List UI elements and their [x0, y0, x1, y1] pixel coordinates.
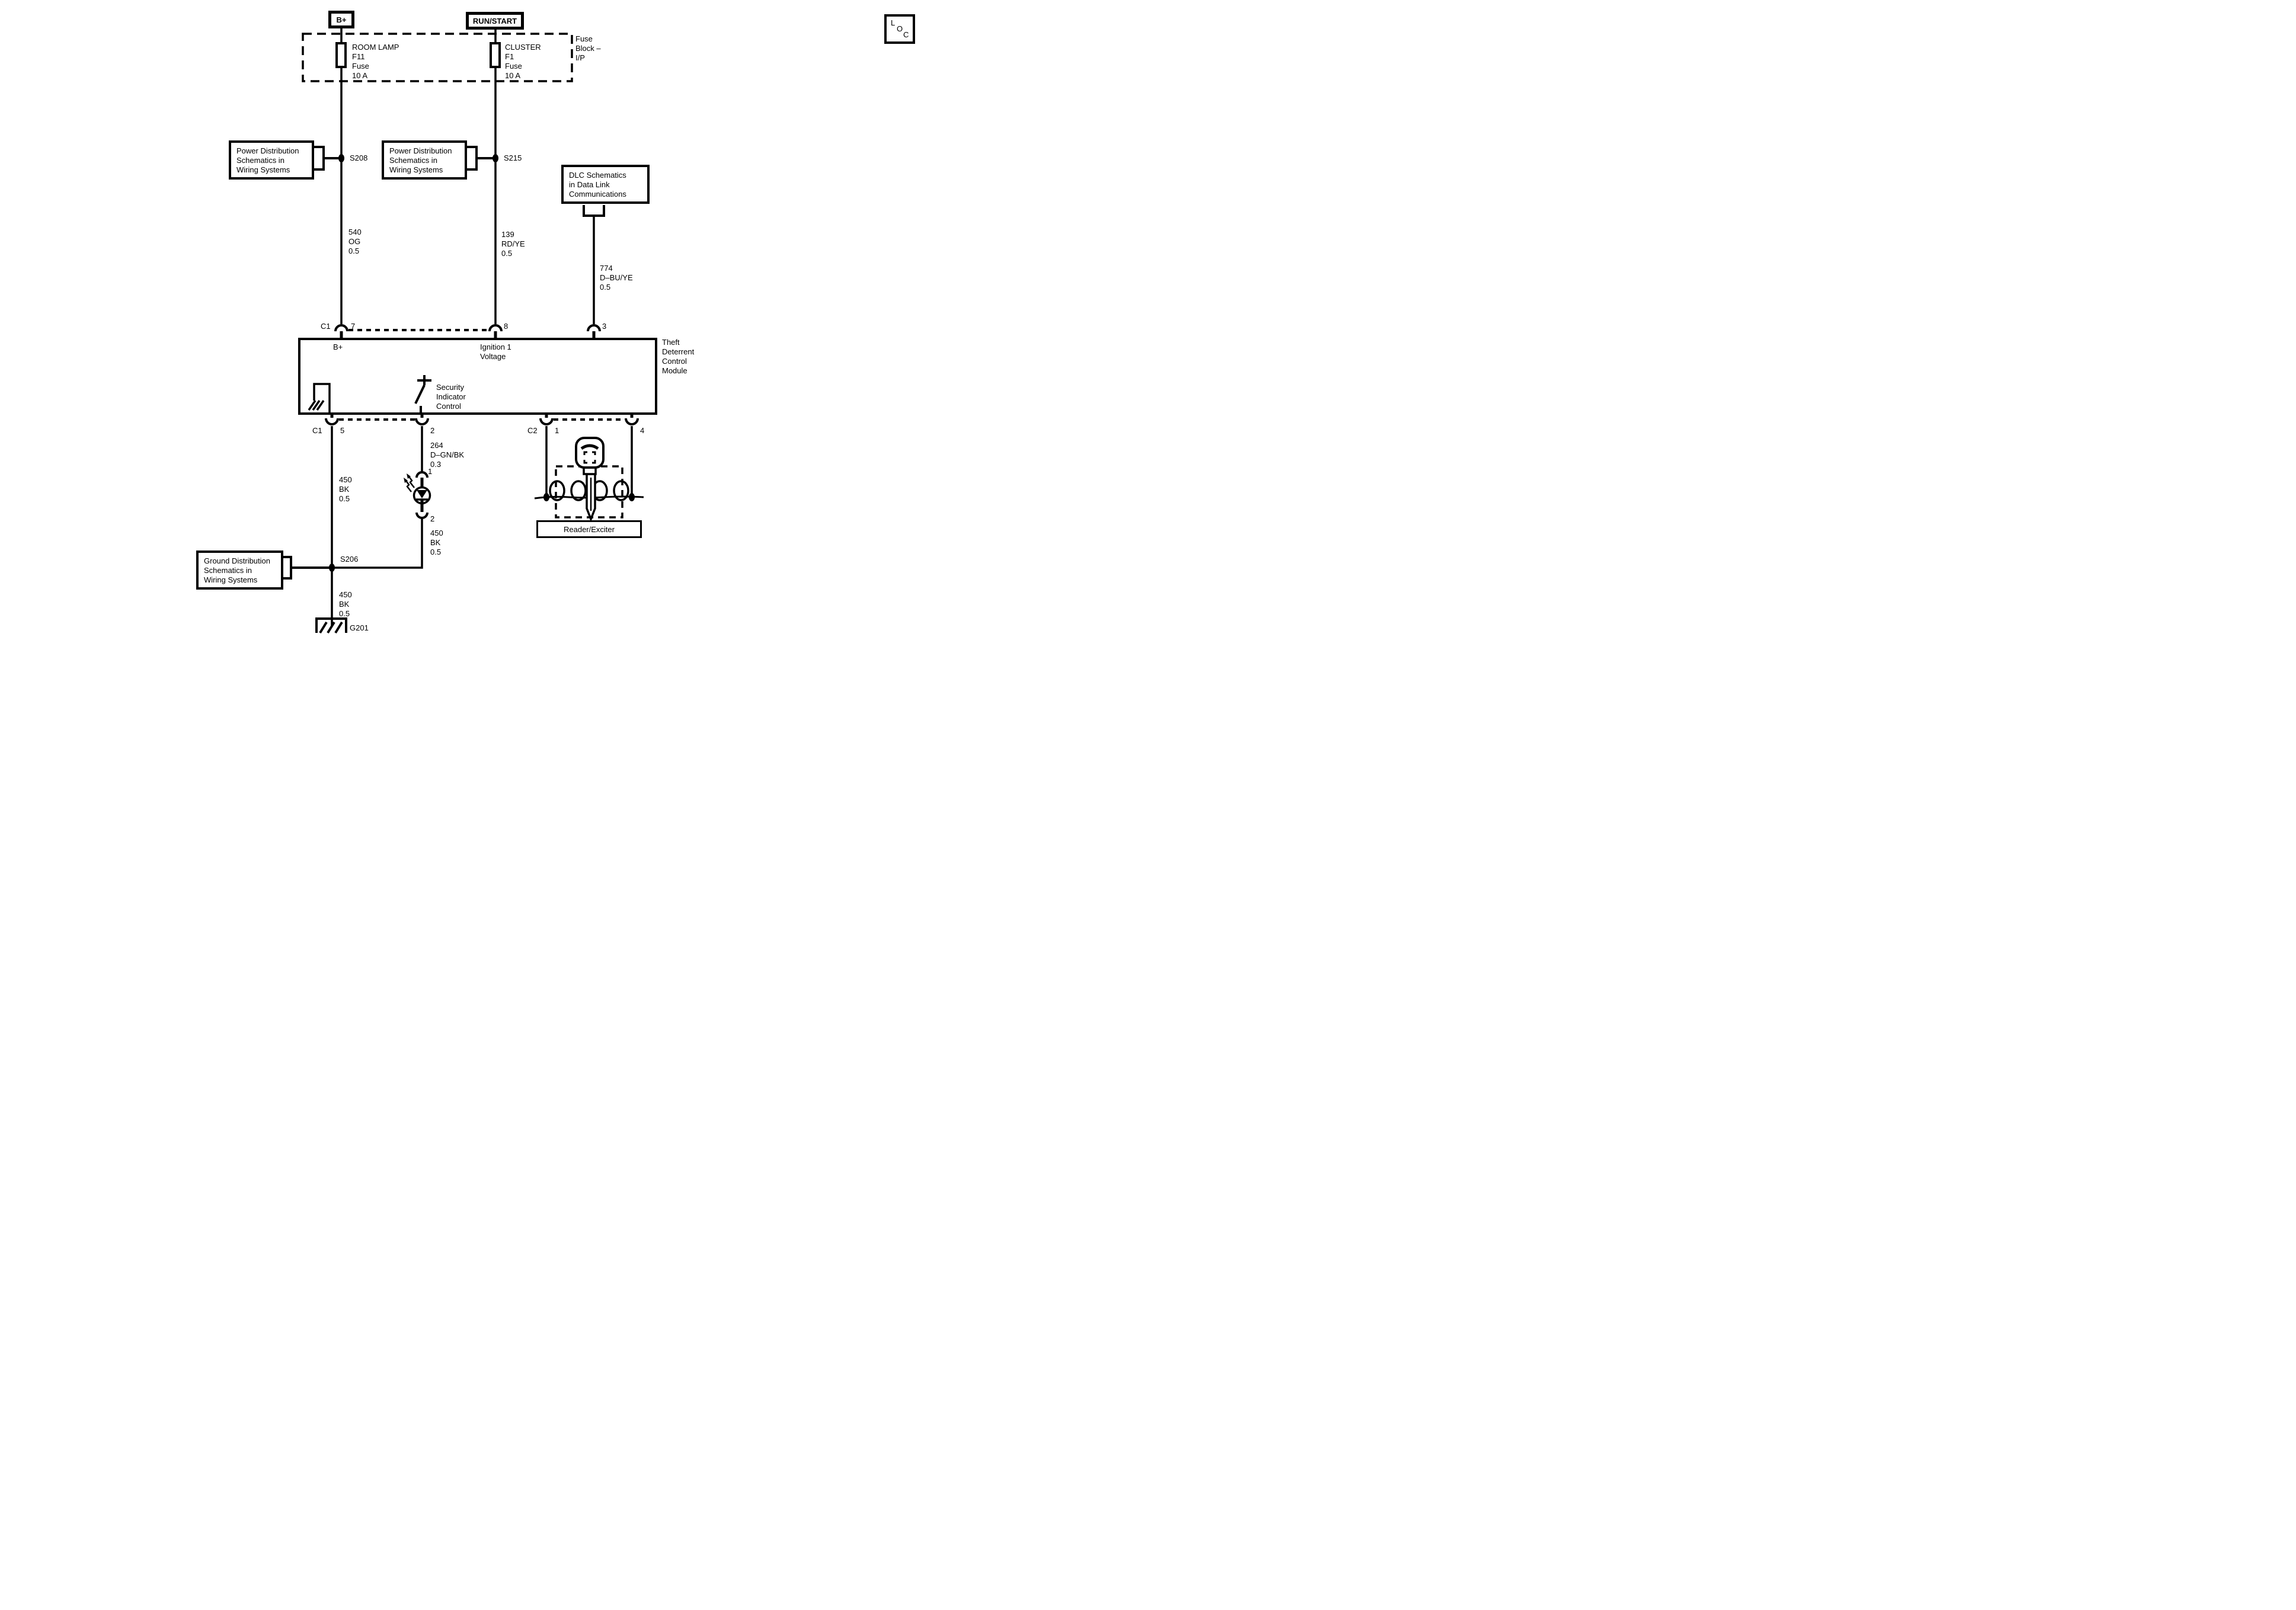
- run-start-terminal-label: RUN/START: [472, 16, 517, 25]
- wire-139-color: RD/YE: [501, 239, 525, 248]
- loc-hotspot[interactable]: [884, 14, 915, 44]
- splice-s208-dot: [338, 154, 344, 162]
- splice-s215-dot: [493, 154, 498, 162]
- pin1-connector-arc: [541, 418, 552, 424]
- wire-450-left-circuit: 450: [339, 475, 352, 484]
- pin5-connector-arc: [326, 418, 338, 424]
- ref-ground-line1: Ground Distribution: [204, 556, 270, 565]
- pin4-label: 4: [640, 426, 645, 435]
- connector-c1-bottom-label: C1: [312, 426, 322, 435]
- wire-139-circuit: 139: [501, 230, 514, 239]
- security-indicator-led: [404, 472, 430, 518]
- connector-bottom-row: [326, 415, 638, 424]
- wire-139-gauge: 0.5: [501, 249, 513, 258]
- fuse1-label-line2: F11: [352, 52, 365, 61]
- g201-hatch-1: [320, 622, 327, 633]
- fuse2-label-line3: Fuse: [505, 62, 522, 71]
- feed-wires: [341, 28, 594, 324]
- led-pin2-connector-arc: [417, 513, 427, 518]
- power2-bracket: [466, 147, 477, 169]
- ref-power-distribution-2[interactable]: [382, 140, 467, 180]
- pin3-label: 3: [602, 322, 607, 331]
- pin7-label: 7: [351, 322, 356, 331]
- pin3-connector-arc: [588, 325, 600, 331]
- internal-ground-hook: [314, 384, 330, 414]
- dlc-bracket: [584, 205, 604, 216]
- ref-dlc-line3: Communications: [569, 190, 626, 199]
- wire-450-ground-gauge: 0.5: [339, 609, 350, 618]
- schematic-linework: [0, 0, 918, 644]
- led-pin2-label: 2: [430, 514, 435, 523]
- ref-power2-line3: Wiring Systems: [389, 165, 443, 174]
- wire-450-led-color: BK: [430, 538, 441, 547]
- ref-ground-distribution[interactable]: [196, 550, 283, 590]
- splice-s215-label: S215: [504, 153, 522, 162]
- loc-letter-o: O: [897, 24, 903, 33]
- ref-power1-line2: Schematics in: [236, 156, 284, 165]
- fuse-block-name-line1: Fuse: [575, 34, 593, 43]
- g201-hatch-3: [335, 622, 342, 633]
- loc-letter-c: C: [903, 30, 909, 39]
- ref-power-distribution-1[interactable]: [229, 140, 314, 180]
- pin4-connector-arc: [626, 418, 638, 424]
- ignition-key-icon: [576, 438, 603, 519]
- security-indicator-line3: Control: [436, 402, 461, 411]
- key-head: [576, 438, 603, 468]
- wire-540-color: OG: [348, 237, 361, 246]
- pin1-label: 1: [555, 426, 559, 435]
- g201-ground-symbol: [316, 619, 346, 633]
- led-pin1-label: 1: [428, 467, 433, 476]
- module-ignition-line2: Voltage: [480, 352, 506, 361]
- pin5-label: 5: [340, 426, 345, 435]
- module-name-line3: Control: [662, 357, 687, 366]
- wire-450-ground-color: BK: [339, 600, 350, 609]
- wire-450-led-circuit: 450: [430, 529, 443, 537]
- switch-lever: [415, 385, 424, 404]
- splice-s206-label: S206: [340, 555, 359, 564]
- security-switch-symbol: [415, 375, 431, 414]
- fuse1-label-line3: Fuse: [352, 62, 369, 71]
- run-start-terminal: [466, 12, 524, 30]
- connector-c1-top-row: [335, 325, 600, 338]
- fuse1-label-line4: 10 A: [352, 71, 368, 80]
- wire-774-gauge: 0.5: [600, 283, 611, 292]
- fuse-block-name-line2: Block –: [575, 44, 601, 53]
- wire-450-left-color: BK: [339, 485, 350, 494]
- fuse1-label-line1: ROOM LAMP: [352, 43, 399, 52]
- coil-junction-dot-left: [543, 493, 549, 501]
- wire-450-led-gauge: 0.5: [430, 548, 442, 556]
- reader-exciter-label: Reader/Exciter: [564, 524, 615, 534]
- splice-s208-label: S208: [350, 153, 368, 162]
- module-internal-ground: [309, 384, 330, 414]
- coil-junction-dot-right: [629, 493, 635, 501]
- module-name-line4: Module: [662, 366, 687, 375]
- power1-bracket: [313, 147, 324, 169]
- ground-g201-label: G201: [350, 623, 369, 632]
- loc-letter-l: L: [891, 18, 896, 27]
- wire-264-color: D–GN/BK: [430, 450, 465, 459]
- ref-power1-line3: Wiring Systems: [236, 165, 290, 174]
- fuse2-label-line4: 10 A: [505, 71, 521, 80]
- wire-264-circuit: 264: [430, 441, 443, 450]
- fuse-room-lamp-symbol: [337, 43, 346, 67]
- ref-dlc-schematics[interactable]: [561, 165, 650, 204]
- wire-774-color: D–BU/YE: [600, 273, 633, 282]
- fuse-block-name-line3: I/P: [575, 53, 585, 62]
- pin7-connector-arc: [335, 325, 347, 331]
- security-indicator-line2: Indicator: [436, 392, 466, 401]
- b-plus-terminal-label: B+: [336, 15, 347, 24]
- module-b-plus-label: B+: [333, 343, 343, 351]
- module-name-line2: Deterrent: [662, 347, 695, 356]
- b-plus-terminal: [328, 11, 354, 28]
- ref-power2-line2: Schematics in: [389, 156, 437, 165]
- wire-774-circuit: 774: [600, 264, 613, 273]
- wire-450-left-gauge: 0.5: [339, 494, 350, 503]
- wire-450-ground-circuit: 450: [339, 590, 352, 599]
- wire-540-gauge: 0.5: [348, 247, 360, 255]
- pin2-label: 2: [430, 426, 435, 435]
- wire-264-gauge: 0.3: [430, 460, 442, 469]
- ref-ground-line2: Schematics in: [204, 566, 252, 575]
- security-indicator-line1: Security: [436, 383, 464, 392]
- wiring-diagram-canvas: [0, 0, 918, 644]
- fuse-cluster-symbol: [491, 43, 500, 67]
- connector-c2-label: C2: [527, 426, 538, 435]
- pin2-connector-arc: [416, 418, 428, 424]
- ref-dlc-line1: DLC Schematics: [569, 171, 626, 180]
- fuse2-label-line1: CLUSTER: [505, 43, 541, 52]
- ref-power1-line1: Power Distribution: [236, 146, 299, 155]
- reader-exciter-symbol: [535, 438, 644, 519]
- ref-ground-line3: Wiring Systems: [204, 575, 258, 584]
- wire-540-circuit: 540: [348, 228, 362, 236]
- led-diode-triangle: [417, 490, 427, 498]
- ref-power2-line1: Power Distribution: [389, 146, 452, 155]
- reader-exciter-label-box: [536, 520, 642, 538]
- module-name-line1: Theft: [662, 338, 680, 347]
- connector-c1-top-label: C1: [321, 322, 331, 331]
- pin8-label: 8: [504, 322, 509, 331]
- module-ignition-line1: Ignition 1: [480, 343, 511, 351]
- led-pin1-connector-arc: [417, 472, 427, 478]
- fuse2-label-line2: F1: [505, 52, 514, 61]
- pin8-connector-arc: [490, 325, 501, 331]
- ref-dlc-line2: in Data Link: [569, 180, 610, 189]
